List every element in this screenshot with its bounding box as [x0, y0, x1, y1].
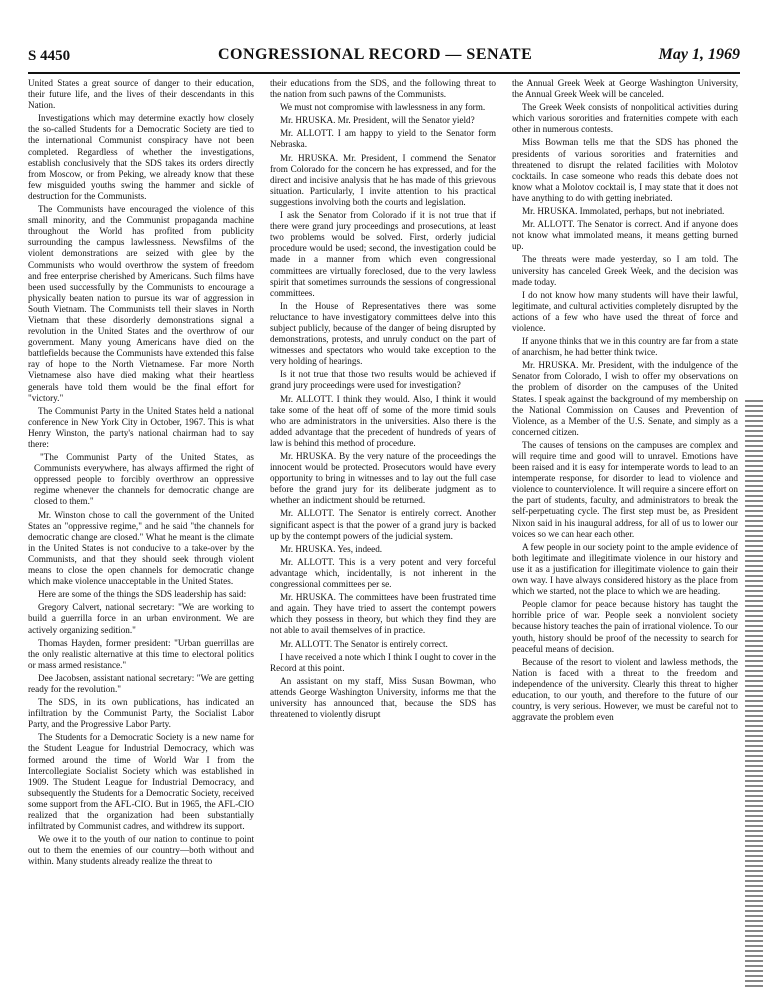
paragraph: Mr. HRUSKA. Mr. President, with the indulgence of the Senator from Colorado, I wish to offer my observations on the problem of disorder on the campuses of the United States. I speak against the background of my membership on the National Commission on Causes and Prevention of Violence, as a Member of the U.S. Senate, and simply as a concerned citizen. — [512, 360, 738, 437]
paragraph: An assistant on my staff, Miss Susan Bowman, who attends George Washington University, informs me that the university has announced that, because the SDS has threatened to violently disrupt — [270, 675, 496, 720]
paragraph: Gregory Calvert, national secretary: "We are working to build a guerrilla force in an urban environment. We are actively organizing sedition." — [28, 602, 254, 635]
paragraph: The Greek Week consists of nonpolitical activities during which various sororities and fraternities compete with each other in numerous contests. — [512, 102, 738, 135]
paragraph: The threats were made yesterday, so I am told. The university has canceled Greek Week, and the decision was made today. — [512, 254, 738, 287]
paragraph: We must not compromise with lawlessness in any form. — [280, 102, 486, 113]
paragraph: Mr. ALLOTT. The Senator is entirely correct. Another significant aspect is that the power of a grand jury is backed up by the contempt powers of the judicial system. — [270, 508, 496, 541]
paragraph: Mr. HRUSKA. Mr. President, I commend the Senator from Colorado for the concern he has expressed, and for the direct and incisive analysis that he has made of this grievous situation. Particularly, I invite attention to his practical suggestions involving both the courts and legislation. — [270, 152, 496, 207]
scan-edge-artifact — [745, 400, 763, 990]
paragraph: Mr. ALLOTT. The Senator is entirely correct. — [280, 638, 448, 649]
paragraph: Dee Jacobsen, assistant national secretary: "We are getting ready for the revolution." — [28, 672, 254, 694]
paragraph: Mr. HRUSKA. Yes, indeed. — [280, 543, 383, 554]
page-number: S 4450 — [28, 48, 71, 64]
paragraph: Thomas Hayden, former president: "Urban guerrillas are the only realistic alternative at this time to electoral politics or mass armed resistance." — [28, 637, 254, 670]
paragraph: Mr. ALLOTT. The Senator is correct. And if anyone does not know what immolated means, it means getting burned up. — [512, 219, 738, 252]
paragraph: Mr. HRUSKA. Mr. President, will the Senator yield? — [280, 115, 475, 126]
paragraph: Mr. ALLOTT. I am happy to yield to the Senator form Nebraska. — [270, 128, 496, 150]
paragraph: Mr. HRUSKA. Immolated, perhaps, but not inebriated. — [522, 206, 725, 217]
paragraph: Mr. HRUSKA. By the very nature of the proceedings the innocent would be protected. Prosecutors would have every opportunity to bring in witnesses and to lay out the full case before the grand jury for its deliberate judgment as to whether an indictment should be returned. — [270, 451, 496, 506]
publication-date: May 1, 1969 — [658, 46, 740, 63]
paragraph: their educations from the SDS, and the following threat to the nation from such pawns of the Communists. — [270, 78, 496, 100]
paragraph: The Communists have encouraged the violence of this small minority, and the Communist propaganda machine throughout the World has profited from publicity surrounding the campus lawlessness. Newsfilms of the violent demonstrations are seized with glee by the Communists who would overthrow the system of freedom and free enterprise cherished by Americans. Such films have been used successfully by the Communists to encourage a physically beaten nation to pursue its war of aggression in South Vietnam. The Communists tell their slaves in North Vietnam that these disorderly demonstrations signal a revolution in the United States and the overthrow of our government. Many young Americans have died on the battlefields because the Communists have extended this false ray of hope to the North Vietnamese. Far more North Vietnamese also have died making what their heartless generals have told them would be the final effort for "victory." — [28, 204, 254, 403]
paragraph: I do not know how many students will have their lawful, legitimate, and cultural activities completely disrupted by the actions of a few who have used the threat of force and violence. — [512, 289, 738, 333]
paragraph: the Annual Greek Week at George Washington University, the Annual Greek Week will be canceled. — [512, 78, 738, 100]
paragraph: Because of the resort to violent and lawless methods, the Nation is faced with a threat to the freedom and independence of the university. Clearly this threat to higher education, to our youth, and therefore to the future of our country, is very serious. However, we must be careful not to aggravate the problem even — [512, 656, 738, 723]
paragraph: Investigations which may determine exactly how closely the so-called Students for a Democratic Society are tied to the international Communist conspiracy have not been completed. Regardless of whether the investigations, establish conclusively that the SDS takes its orders directly from Moscow, or from Peking, we already know that these few misguided youths swing the hammer and sickle of destruction for the Communists. — [28, 113, 254, 201]
paragraph: Is it not true that those two results would be achieved if grand jury proceedings were used for investigation? — [270, 369, 496, 391]
paragraph: Mr. ALLOTT. I think they would. Also, I think it would take some of the heat off of some of the more timid souls who are administrators in the universities. Also there is the added advantage that the precedent of hundreds of years of law is behind this method of procedure. — [270, 393, 496, 448]
page-header — [28, 46, 740, 74]
text-column-right — [512, 78, 738, 978]
text-column-middle — [270, 78, 496, 978]
paragraph: Mr. HRUSKA. The committees have been frustrated time and again. They have tried to assert the contempt powers which they possess in theory, but which they find they are not able to avail themselves of in practice. — [270, 592, 496, 636]
paragraph: We owe it to the youth of our nation to continue to point out to them the enemies of our country—both without and within. Many students already realize the threat to — [28, 834, 254, 867]
paragraph: Mr. ALLOTT. This is a very potent and very forceful advantage which, incidentally, is not inherent in the congressional committees per se. — [270, 556, 496, 590]
paragraph: United States a great source of danger to their education, their future life, and the lives of their descendants in this Nation. — [28, 78, 254, 111]
paragraph: The Communist Party in the United States held a national conference in New York City in October, 1967. This is what Henry Winston, the party's national chairman had to say there: — [28, 405, 254, 449]
text-column-left — [28, 78, 254, 978]
paragraph: I ask the Senator from Colorado if it is not true that if there were grand jury proceedings and prosecutions, at least two problems would be solved. First, orderly judicial procedure would be used; second, the investigation could be made in a manner from which even congressional committees are virtually foreclosed, due to the very lawless spirit that sometimes surrounds the sessions of congressional committees. — [270, 210, 496, 298]
paragraph: In the House of Representatives there was some reluctance to have investigatory committees delve into this subject publicly, because of the danger of being disrupted by demonstrations, protests, and unruly conduct on the part of witnesses and spectators who would take exception to the very holding of hearings. — [270, 300, 496, 367]
paragraph: If anyone thinks that we in this country are far from a state of anarchism, he had better think twice. — [512, 336, 738, 358]
paragraph: "The Communist Party of the United States, as Communists everywhere, has always affirmed the right of oppressed people to forcibly overthrow an oppressive regime whenever the channels for democratic change are closed to them." — [34, 452, 254, 507]
publication-title: CONGRESSIONAL RECORD — SENATE — [218, 46, 533, 63]
paragraph: I have received a note which I think I ought to cover in the Record at this point. — [270, 651, 496, 673]
paragraph: The SDS, in its own publications, has indicated an infiltration by the Communist Party, the Socialist Labor Party, and the Progressive Labor Party. — [28, 697, 254, 730]
paragraph: The causes of tensions on the campuses are complex and will require time and good will to unravel. Emotions have been raised and it is easy for intemperate words to lead to an intemperate response, for disorder to lead to violence and violence to counterviolence. It will require a sincere effort on the part of students, faculty, and administrators to break the self-perpetuating cycle. The first step must be, as President Nixon said in his inaugural address, for all of us to lower our voices so we can hear each other. — [512, 439, 738, 539]
paragraph: Miss Bowman tells me that the SDS has phoned the presidents of various sororities and fraternities and threatened to disrupt the related facilities with Molotov cocktails. In case someone who reads this debate does not know what a Molotov cocktail is, I may state that it does not have anything to do with getting inebriated. — [512, 137, 738, 203]
paragraph: Here are some of the things the SDS leadership has said: — [38, 589, 247, 600]
paragraph: The Students for a Democratic Society is a new name for the Student League for Industrial Democracy, which was formed around the time of World War I from the Intercollegiate Socialist Society which was established in 1909. The Student League for Industrial Democracy, and subsequently the Students for a Democratic Society, received some support from the AFL-CIO. But in 1965, the AFL-CIO realized that the organization had been substantially infiltrated by Communist cadres, and withdrew its support. — [28, 732, 254, 832]
paragraph: A few people in our society point to the ample evidence of both legitimate and illegitimate violence in our history and use it as a justification for illegitimate violence to gain their own way. I have always considered history as the place from which we started, not the place to which we are heading. — [512, 541, 738, 597]
paragraph: Mr. Winston chose to call the government of the United States an "oppressive regime," and he said "the channels for democratic change are closed." What he meant is the climate in the United States is not conducive to a take-over by the Communists, and that they should seek through violent means to close the open channels for democratic change which make violence unacceptable in the United States. — [28, 509, 254, 587]
paragraph: People clamor for peace because history has taught the horrible price of war. People seek a nonviolent society because history teaches the pain of irrational violence. To our youth, history should be proof of the necessity to search for peaceful means of decision. — [512, 599, 738, 654]
